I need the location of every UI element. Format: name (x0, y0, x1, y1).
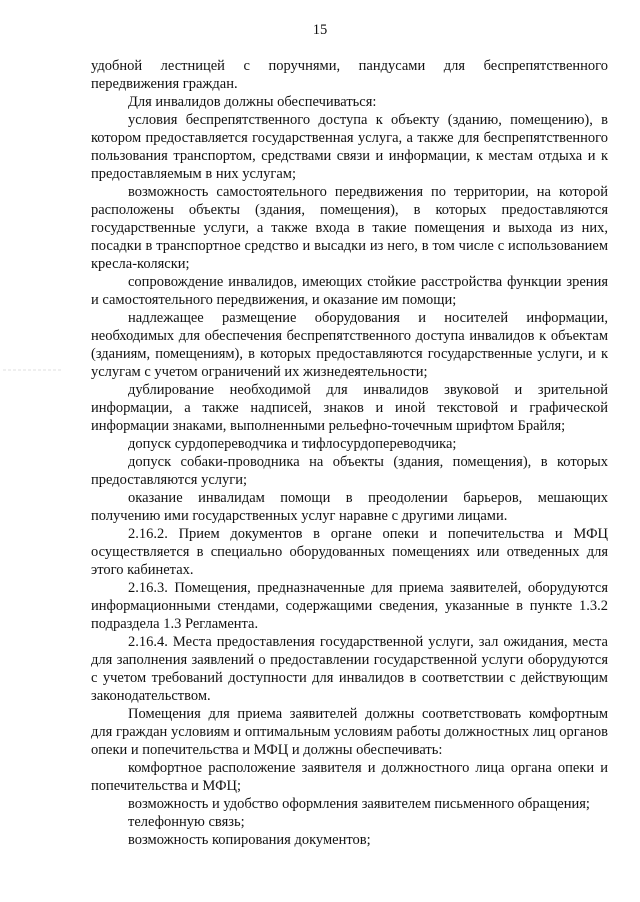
paragraph: Для инвалидов должны обеспечиваться: (128, 94, 377, 110)
paragraph: возможность самостоятельного передвижения по территории, на которой расположены объекты (здания, помещения), в которых предоставляются государственные услуги, а также входа в такие помещения и выхода из них, посадки в транспортное средство и высадки из него, в том числе с использованием кресла-коляски; (91, 184, 608, 272)
paragraph: оказание инвалидам помощи в преодолении барьеров, мешающих получению ими государственных услуг наравне с другими лицами. (91, 490, 608, 524)
section-paragraph: 2.16.2. Прием документов в органе опеки и попечительства и МФЦ осуществляется в специально оборудованных помещениях или отведенных для этого кабинетах. (91, 526, 608, 578)
paragraph: надлежащее размещение оборудования и носителей информации, необходимых для обеспечения беспрепятственного доступа инвалидов к объектам (зданиям, помещениям), в которых предоставляются государственные услуги, и к услугам с учетом ограничений их жизнедеятельности; (91, 310, 608, 380)
paragraph: допуск собаки-проводника на объекты (здания, помещения), в которых предоставляются услуги; (91, 454, 608, 488)
paragraph: допуск сурдопереводчика и тифлосурдопереводчика; (128, 436, 457, 452)
paragraph: Помещения для приема заявителей должны соответствовать комфортным для граждан условиям и оптимальным условиям работы должностных лиц органов опеки и попечительства и МФЦ и должны обеспечивать: (91, 706, 608, 758)
paragraph: комфортное расположение заявителя и должностного лица органа опеки и попечительства и МФЦ; (91, 760, 608, 794)
paragraph: дублирование необходимой для инвалидов звуковой и зрительной информации, а также надписей, знаков и иной текстовой и графической информации знаками, выполненными рельефно-точечным шрифтом Брайля; (91, 382, 608, 434)
paragraph: условия беспрепятственного доступа к объекту (зданию, помещению), в котором предоставляется государственная услуга, а также для беспрепятственного пользования транспортом, средствами связи и информации, к местам отдыха и к предоставляемым в них услугам; (91, 112, 608, 182)
page-number: 15 (312, 22, 328, 38)
paragraph: возможность и удобство оформления заявителем письменного обращения; (128, 796, 590, 812)
paragraph: удобной лестницей с поручнями, пандусами для беспрепятственного передвижения граждан. (91, 58, 608, 92)
section-paragraph: 2.16.4. Места предоставления государственной услуги, зал ожидания, места для заполнения заявлений о предоставлении государственной услуги оборудуются с учетом требований доступности для инвалидов в соответствии с действующим законодательством. (91, 634, 608, 704)
document-body (91, 57, 608, 849)
paragraph: сопровождение инвалидов, имеющих стойкие расстройства функции зрения и самостоятельного передвижения, и оказание им помощи; (91, 274, 608, 308)
section-paragraph: 2.16.3. Помещения, предназначенные для приема заявителей, оборудуются информационными стендами, содержащими сведения, указанные в пункте 1.3.2 подраздела 1.3 Регламента. (91, 580, 608, 632)
paragraph: телефонную связь; (128, 814, 245, 830)
paragraph: возможность копирования документов; (128, 832, 371, 848)
scan-artifact (3, 368, 63, 372)
